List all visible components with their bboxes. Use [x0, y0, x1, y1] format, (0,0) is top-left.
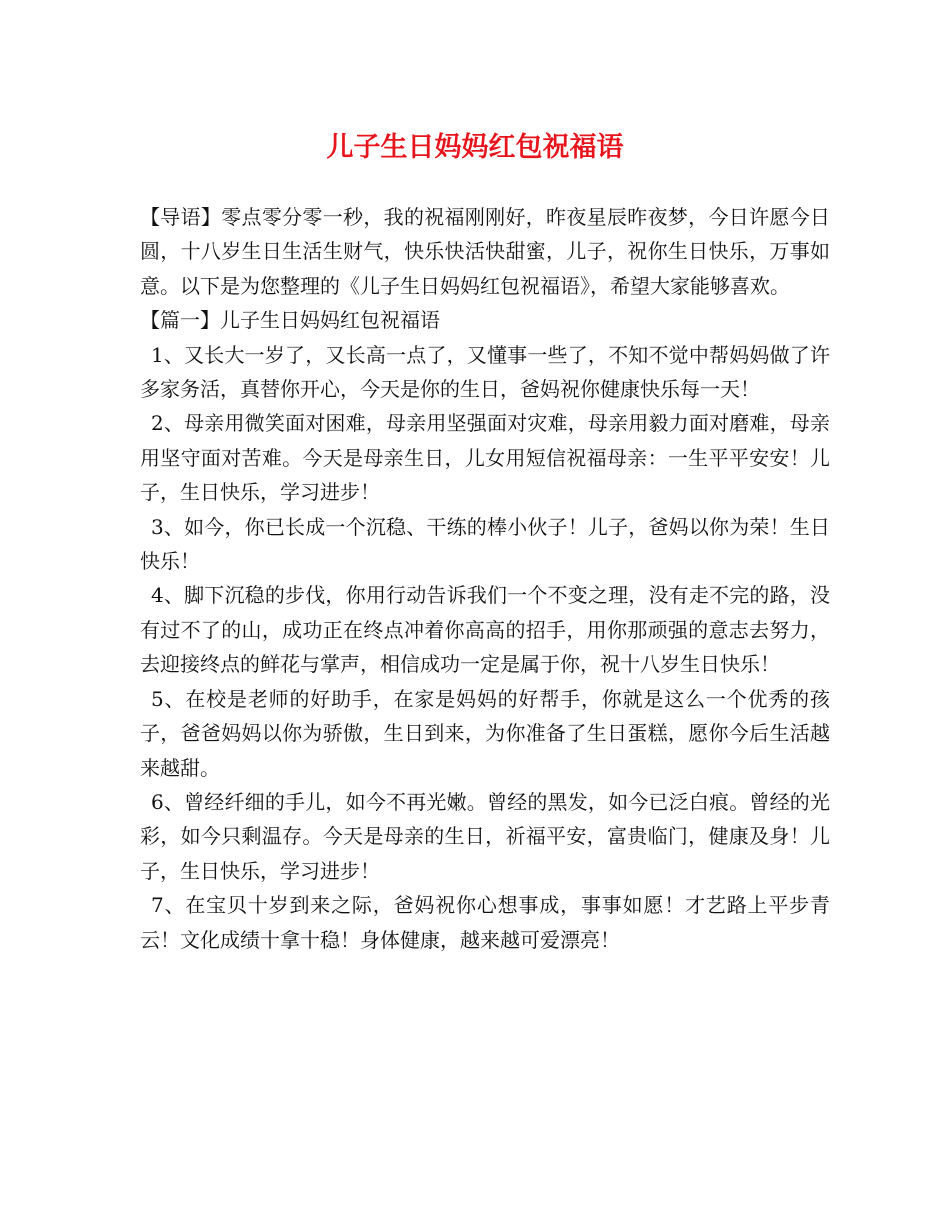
list-item: 2、母亲用微笑面对困难，母亲用坚强面对灾难，母亲用毅力面对磨难，母亲用坚守面对苦难。今天是母亲生日，儿女用短信祝福母亲：一生平平安安！儿子，生日快乐，学习进步！: [140, 411, 830, 505]
list-item: 6、曾经纤细的手儿，如今不再光嫩。曾经的黑发，如今已泛白痕。曾经的光彩，如今只剩温存。今天是母亲的生日，祈福平安，富贵临门，健康及身！儿子，生日快乐，学习进步！: [140, 789, 830, 883]
list-item: 5、在校是老师的好助手，在家是妈妈的好帮手，你就是这么一个优秀的孩子，爸爸妈妈以你为骄傲，生日到来，为你准备了生日蛋糕，愿你今后生活越来越甜。: [140, 686, 830, 780]
section-heading: 【篇一】儿子生日妈妈红包祝福语: [140, 308, 440, 333]
list-item: 3、如今，你已长成一个沉稳、干练的棒小伙子！儿子，爸妈以你为荣！生日快乐！: [140, 514, 830, 574]
list-item: 7、在宝贝十岁到来之际，爸妈祝你心想事成，事事如愿！才艺路上平步青云！文化成绩十拿十稳！身体健康，越来越可爱漂亮！: [140, 893, 830, 952]
list-item: 4、脚下沉稳的步伐，你用行动告诉我们一个不变之理，没有走不完的路，没有过不了的山，成功正在终点冲着你高高的招手，用你那顽强的意志去努力，去迎接终点的鲜花与掌声，相信成功一定是属于你，祝十八岁生日快乐！: [140, 583, 830, 677]
list-item: 1、又长大一岁了，又长高一点了，又懂事一些了，不知不觉中帮妈妈做了许多家务活，真替你开心，今天是你的生日，爸妈祝你健康快乐每一天！: [140, 342, 830, 402]
document-body: [140, 200, 830, 957]
document-title: 儿子生日妈妈红包祝福语: [326, 132, 624, 163]
intro-paragraph: 【导语】零点零分零一秒，我的祝福刚刚好，昨夜星辰昨夜梦，今日许愿今日圆，十八岁生日生活生财气，快乐快活快甜蜜，儿子，祝你生日快乐，万事如意。以下是为您整理的《儿子生日妈妈红包祝福语》，希望大家能够喜欢。: [140, 205, 830, 298]
